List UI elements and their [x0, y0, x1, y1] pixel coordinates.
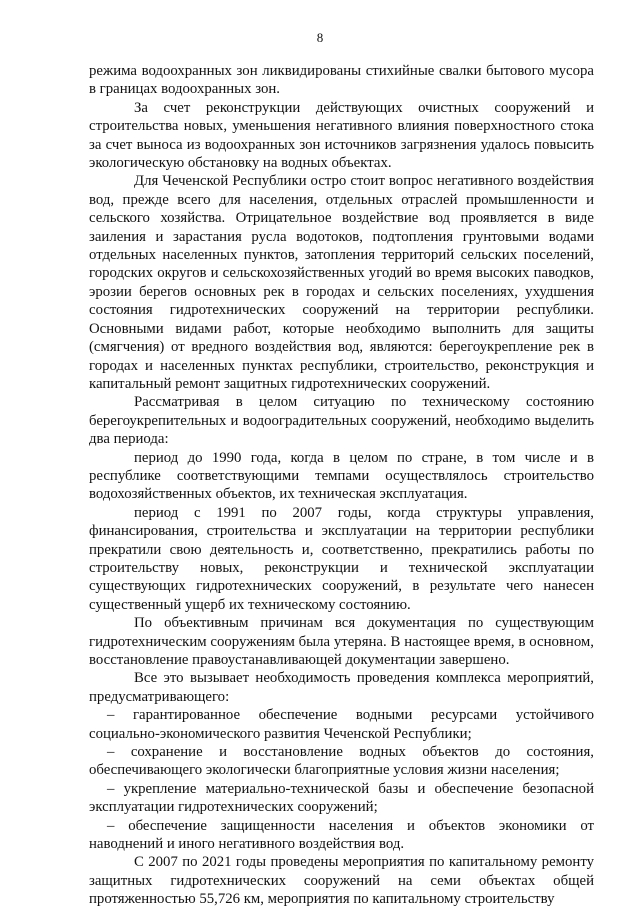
document-body [89, 62, 594, 909]
list-item-water-preservation: – сохранение и восстановление водных объектов до состояния, обеспечивающего экологически благоприятные условия жизни населения; [89, 744, 594, 779]
paragraph-period-1991-2007: период с 1991 по 2007 годы, когда структуры управления, финансирования, строительства и эксплуатации на территории республики прекратили свою деятельность и, соответственно, прекратились работы по строительству новых, реконструкции и технической эксплуатации существующих гидротехнических сооружений, в результате чего нанесен существенный ущерб их техническому состоянию. [89, 504, 594, 613]
paragraph-reconstruction: За счет реконструкции действующих очистных сооружений и строительства новых, уменьшения негативного влияния поверхностного стока за счет выноса из водоохранных зон источников загрязнения удалось повысить экологическую обстановку на водных объектах. [89, 99, 594, 172]
page-number: 8 [316, 30, 324, 45]
paragraph-continuation: режима водоохранных зон ликвидированы стихийные свалки бытового мусора в границах водоохранных зон. [89, 63, 594, 98]
paragraph-negative-impact: Для Чеченской Республики остро стоит вопрос негативного воздействия вод, прежде всего для населения, отдельных отраслей промышленности и сельского хозяйства. Отрицательное воздействие вод проявляется в виде заиления и зарастания русла водотоков, подтопления грунтовыми водами отдельных населенных пунктов, затопления территорий сельских поселений, городских округов и сельскохозяйственных угодий во время высоких паводков, эрозии берегов основных рек в городах и сельских поселениях, ухудшения состояния гидротехнических сооружений на территории республики. Основными видами работ, которые необходимо выполнить для защиты (смягчения) от вредного воздействия вод, являются: берегоукрепление рек в городах и населенных пунктах республики, строительство, реконструкция и капитальный ремонт защитных гидротехнических сооружений. [89, 173, 594, 392]
paragraph-documentation: По объективным причинам вся документация по существующим гидротехническим сооружениям была утеряна. В настоящее время, в основном, восстановление правоустанавливающей документации завершено. [89, 615, 594, 668]
list-item-water-supply: – гарантированное обеспечение водными ресурсами устойчивого социально-экономического развития Чеченской Республики; [89, 707, 594, 742]
list-item-material-base: – укрепление материально-технической базы и обеспечение безопасной эксплуатации гидротехнических сооружений; [89, 780, 594, 816]
paragraph-two-periods: Рассматривая в целом ситуацию по техническому состоянию берегоукрепительных и водооградительных сооружений, необходимо выделить два периода: [89, 394, 594, 448]
paragraph-period-before-1990: период до 1990 года, когда в целом по стране, в том числе и в республике соответствующими темпами осуществлялось строительство водохозяйственных объектов, их техническая эксплуатация. [89, 449, 594, 503]
paragraph-2007-2021: С 2007 по 2021 годы проведены мероприятия по капитальному ремонту защитных гидротехнических сооружений на семи объектах общей протяженностью 55,726 км, мероприятия по капитальному строительству [89, 854, 594, 908]
paragraph-measures-intro: Все это вызывает необходимость проведения комплекса мероприятий, предусматривающего: [89, 670, 594, 705]
list-item-flood-protection: – обеспечение защищенности населения и объектов экономики от наводнений и иного негативного воздействия вод. [89, 817, 594, 853]
